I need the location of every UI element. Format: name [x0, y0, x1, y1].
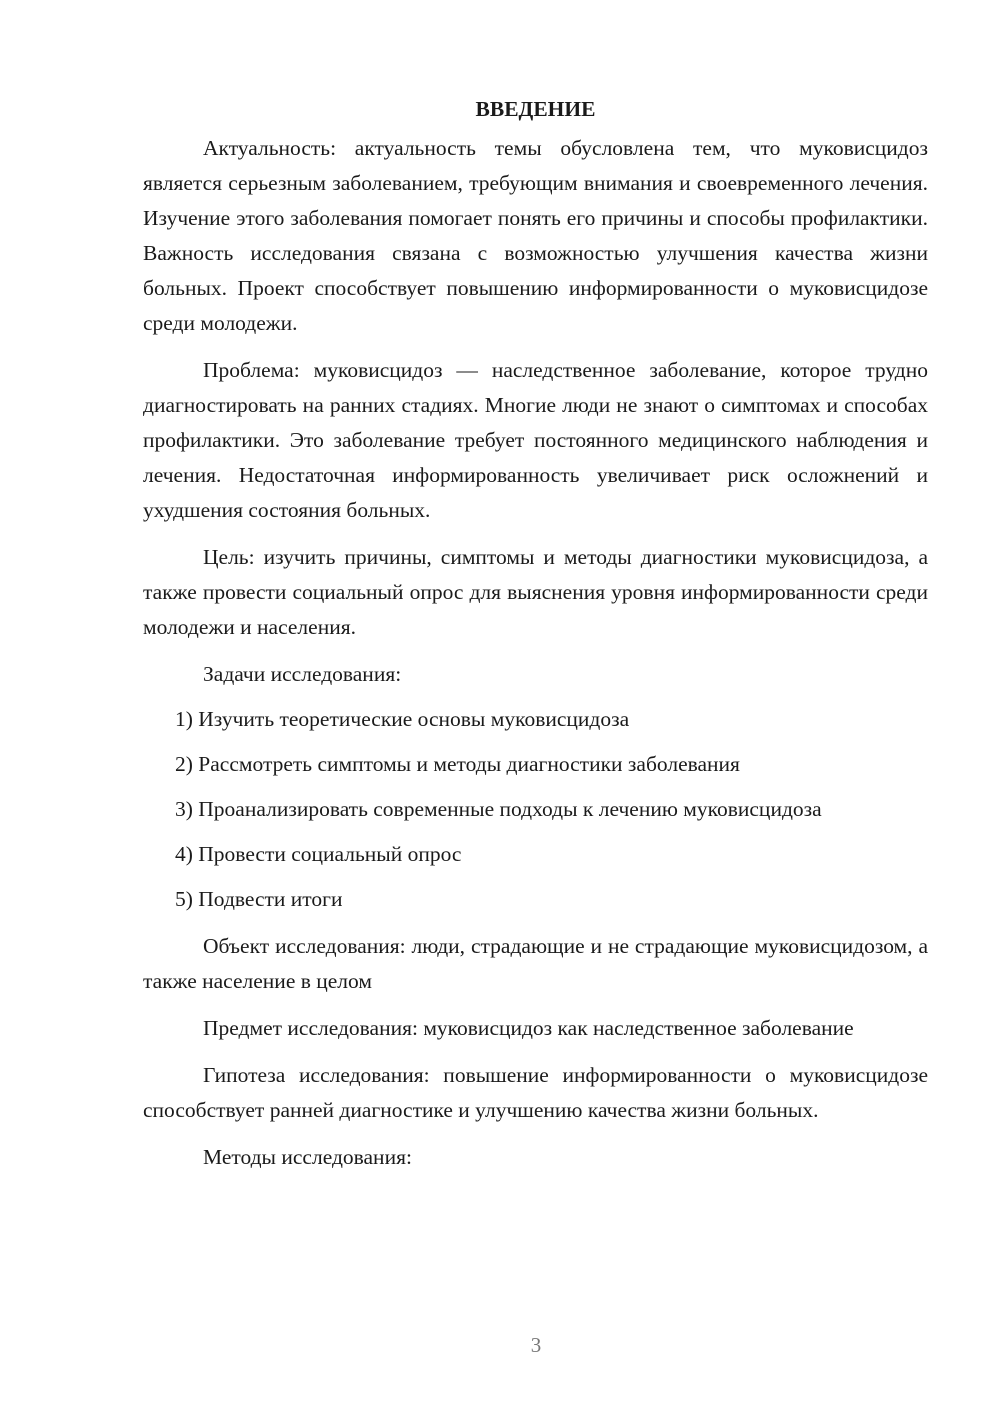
- task-item: 1) Изучить теоретические основы муковисцидоза: [175, 707, 630, 731]
- task-item: 2) Рассмотреть симптомы и методы диагностики заболевания: [175, 752, 740, 776]
- tasks-heading: Задачи исследования:: [203, 662, 402, 686]
- task-item: 4) Провести социальный опрос: [175, 842, 462, 866]
- hypothesis-paragraph: Гипотеза исследования: повышение информированности о муковисцидозе способствует ранней диагностике и улучшению качества жизни больных.: [143, 1063, 928, 1122]
- document-page: [143, 92, 928, 1175]
- problem-paragraph: Проблема: муковисцидоз — наследственное заболевание, которое трудно диагностировать на ранних стадиях. Многие люди не знают о симптомах и способах профилактики. Это заболевание требует постоянного медицинского наблюдения и лечения. Недостаточная информированность увеличивает риск осложнений и ухудшения состояния больных.: [143, 358, 928, 522]
- page-number: 3: [530, 1333, 542, 1357]
- section-title: ВВЕДЕНИЕ: [475, 97, 596, 121]
- task-item: 3) Проанализировать современные подходы к лечению муковисцидоза: [175, 797, 822, 821]
- task-item: 5) Подвести итоги: [175, 887, 343, 911]
- tasks-list: [143, 702, 928, 917]
- goal-paragraph: Цель: изучить причины, симптомы и методы диагностики муковисцидоза, а также провести социальный опрос для выяснения уровня информированности среди молодежи и населения.: [143, 545, 928, 639]
- methods-heading: Методы исследования:: [203, 1145, 412, 1169]
- subject-paragraph: Предмет исследования: муковисцидоз как наследственное заболевание: [203, 1016, 854, 1040]
- relevance-paragraph: Актуальность: актуальность темы обусловлена тем, что муковисцидоз является серьезным заболеванием, требующим внимания и своевременного лечения. Изучение этого заболевания помогает понять его причины и способы профилактики. Важность исследования связана с возможностью улучшения качества жизни больных. Проект способствует повышению информированности о муковисцидозе среди молодежи.: [143, 136, 928, 335]
- object-paragraph: Объект исследования: люди, страдающие и не страдающие муковисцидозом, а также население в целом: [143, 934, 928, 993]
